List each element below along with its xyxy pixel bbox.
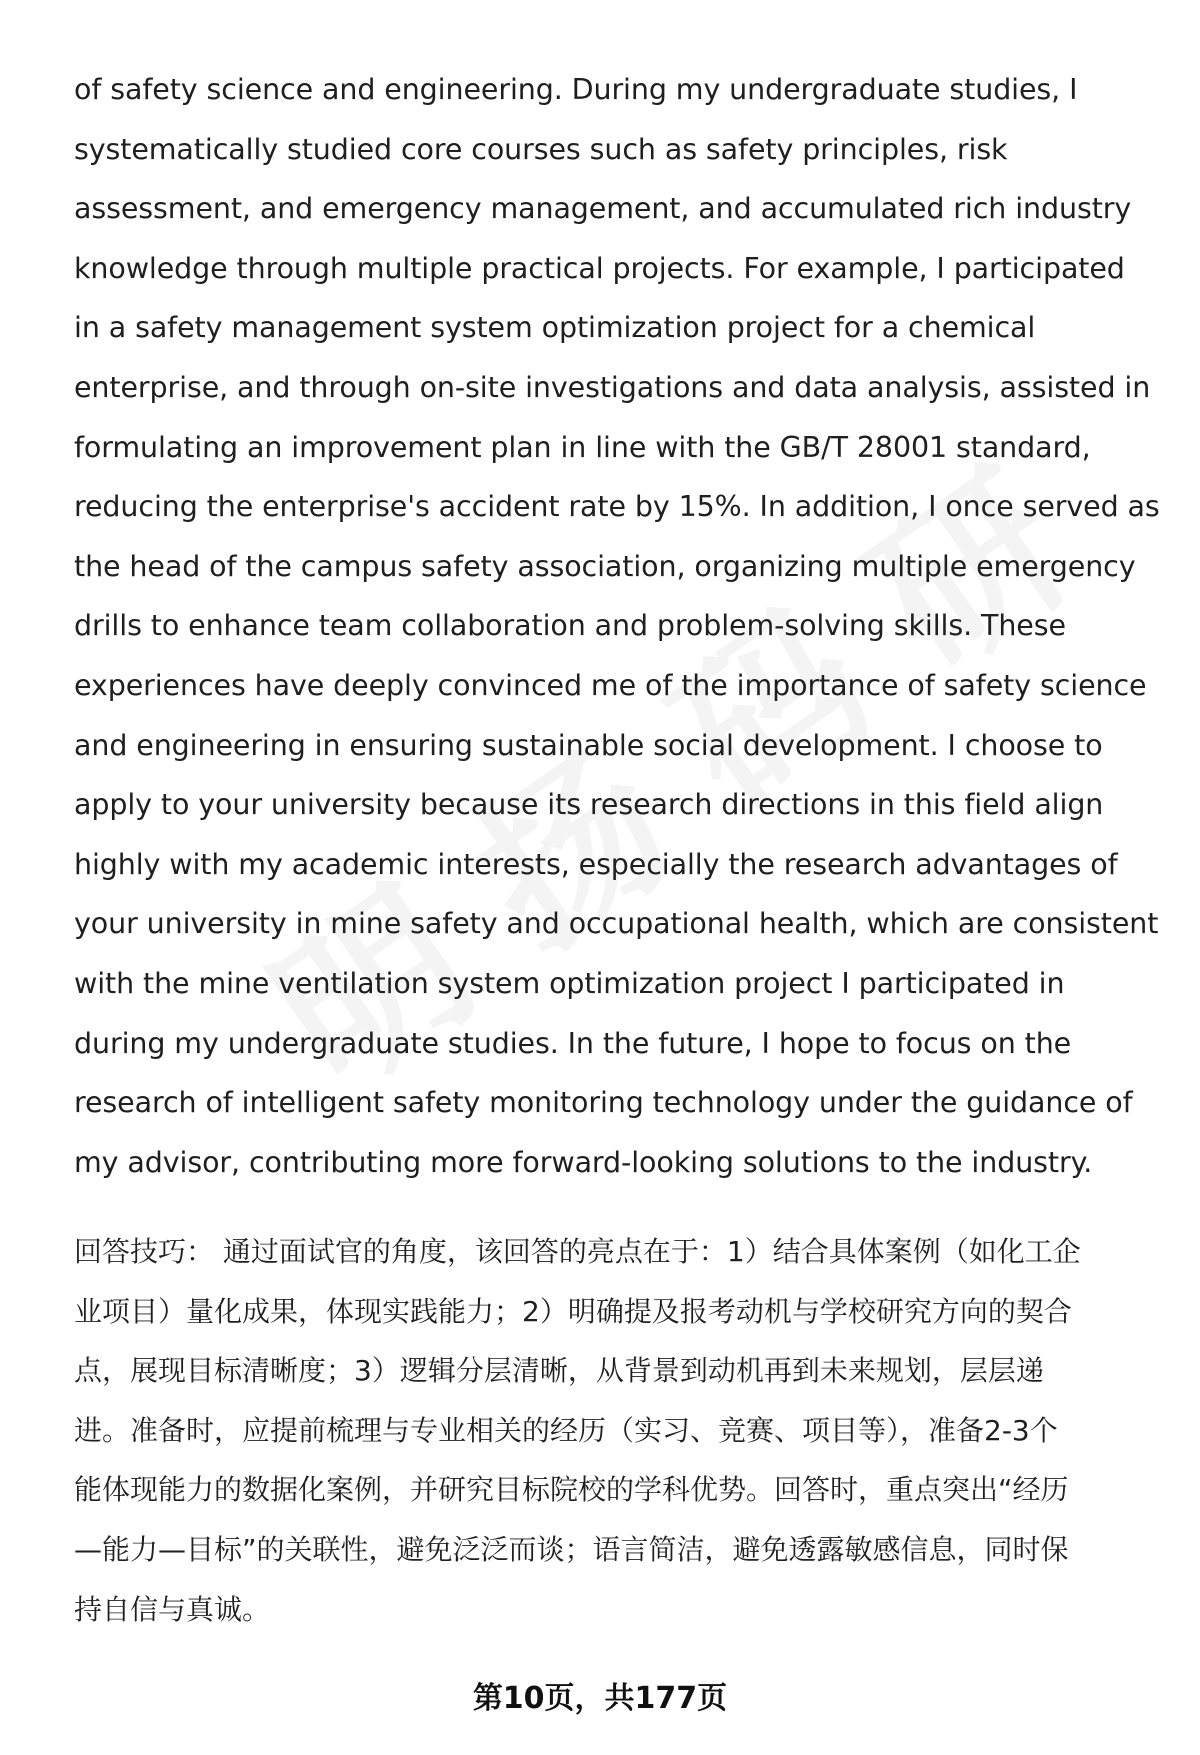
paragraph-line: drills to enhance team collaboration and problem-solving skills. These: [74, 609, 1066, 643]
paragraph-line: your university in mine safety and occupational health, which are consistent: [74, 907, 1159, 941]
paragraph-line: highly with my academic interests, especially the research advantages of: [74, 847, 1118, 881]
tip-line: 点，展现目标清晰度；3）逻辑分层清晰，从背景到动机再到未来规划，层层递: [74, 1354, 1044, 1388]
tip-line: 回答技巧： 通过面试官的角度，该回答的亮点在于：1）结合具体案例（如化工企: [74, 1235, 1081, 1268]
paragraph-line: systematically studied core courses such as safety principles, risk: [74, 132, 1008, 166]
tip-line: 持自信与真诚。: [74, 1592, 271, 1626]
page-number: 第10页，共177页: [472, 1681, 728, 1716]
paragraph-line: assessment, and emergency management, and accumulated rich industry: [74, 192, 1132, 226]
paragraph-line: the head of the campus safety association, organizing multiple emergency: [74, 549, 1136, 583]
paragraph-line: experiences have deeply convinced me of the importance of safety science: [74, 668, 1147, 702]
paragraph-line: and engineering in ensuring sustainable social development. I choose to: [74, 728, 1103, 762]
paragraph-line: enterprise, and through on-site investigations and data analysis, assisted in: [74, 370, 1151, 404]
tip-line: 业项目）量化成果，体现实践能力；2）明确提及报考动机与学校研究方向的契合: [74, 1294, 1072, 1328]
paragraph-line: in a safety management system optimization project for a chemical: [74, 311, 1036, 345]
tip-line: —能力—目标”的关联性，避免泛泛而谈；语言简洁，避免透露敏感信息，同时保: [74, 1532, 1069, 1566]
answer-paragraph: [74, 60, 1160, 1192]
paragraph-line: my advisor, contributing more forward-looking solutions to the industry.: [74, 1145, 1093, 1179]
paragraph-line: with the mine ventilation system optimization project I participated in: [74, 966, 1065, 1000]
paragraph-line: during my undergraduate studies. In the future, I hope to focus on the: [74, 1026, 1072, 1060]
paragraph-line: reducing the enterprise's accident rate by 15%. In addition, I once served as: [74, 490, 1160, 524]
paragraph-line: research of intelligent safety monitoring technology under the guidance of: [74, 1086, 1133, 1120]
tip-line: 进。准备时，应提前梳理与专业相关的经历（实习、竞赛、项目等），准备2-3个: [74, 1413, 1058, 1447]
answer-tip: [74, 1222, 1164, 1639]
tip-line: 能体现能力的数据化案例，并研究目标院校的学科优势。回答时，重点突出“经历: [74, 1473, 1069, 1507]
paragraph-line: of safety science and engineering. During my undergraduate studies, I: [74, 73, 1078, 106]
paragraph-line: knowledge through multiple practical projects. For example, I participated: [74, 251, 1125, 285]
paragraph-line: apply to your university because its research directions in this field align: [74, 788, 1104, 822]
paragraph-line: formulating an improvement plan in line with the GB/T 28001 standard,: [74, 430, 1091, 464]
